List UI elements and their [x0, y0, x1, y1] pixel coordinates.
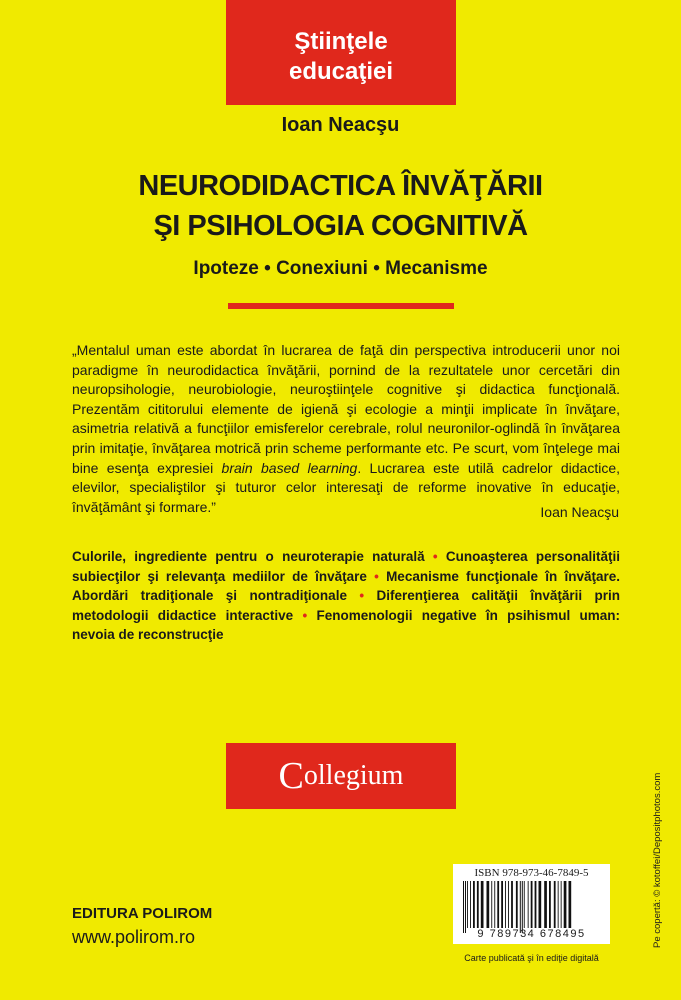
barcode-bar [561, 881, 562, 928]
barcode-bar [511, 881, 513, 928]
blurb-part-1: „Mentalul uman este abordat în lucrarea de faţă din perspectiva introducerii unor noi paradigme în neurodidactica învăţării, pornind de la rezultatele unor cercetări din neuropsihologie, neurobiologie, neuroştiinţele cognitive şi didactica funcţională. Prezentăm cititorului elemente de igienă şi ecologie a minţii implicate în învăţare, asimetria relativă a funcţiilor emisferelor cerebrale, rolul neuronilor-oglindă în învăţarea prin imitaţie, învăţarea motrică prin scheme performante etc. Pe scurt, vom înţelege mai bine esenţa expresiei [72, 342, 620, 476]
topic-item: Culorile, ingrediente pentru o neuroterapie naturală [72, 549, 425, 564]
barcode-bar [531, 881, 533, 928]
topic-item: Mecanisme funcţionale în învăţare. Abordări tradiţionale şi nontradiţionale [72, 568, 620, 603]
barcode-bar [539, 881, 542, 928]
series-line-2: educaţiei [288, 57, 394, 85]
barcode-bar [520, 881, 521, 933]
barcode-bar [463, 881, 464, 933]
barcode-bar [481, 881, 484, 928]
barcode-bar [465, 881, 466, 933]
barcode-bar [528, 881, 529, 928]
divider-line [228, 303, 454, 309]
blurb-part-2: . Lucrarea este utilă cadrelor didactice, elevilor, specialiştilor şi tuturor celor interesaţi de reforme inovative în educaţie, învăţământ şi formare.” [72, 459, 620, 515]
topic-bullet: • [432, 549, 438, 564]
book-subtitle: Ipoteze • Conexiuni • Mecanisme [193, 258, 488, 279]
barcode-bar [524, 881, 525, 928]
barcode-bar [569, 881, 572, 928]
blurb-emphasis: brain based learning [221, 459, 358, 476]
barcode-bar [494, 881, 495, 928]
barcode-bar [497, 881, 499, 928]
barcode-bar [501, 881, 503, 928]
title-line-2: ŞI PSIHOLOGIA COGNITIVĂ [153, 210, 528, 242]
barcode-bar [549, 881, 551, 928]
title-line-1: NEURODIDACTICA ÎNVĂŢĂRII [138, 170, 543, 202]
imprint-logo-rest: ollegium [303, 760, 404, 791]
book-title [0, 166, 681, 246]
topic-bullet: • [359, 588, 365, 603]
barcode-bar [487, 881, 490, 928]
author-name: Ioan Neacşu [281, 114, 400, 136]
blurb-signature: Ioan Neacşu [540, 504, 619, 520]
barcode-bar [558, 881, 559, 928]
blurb-text [72, 341, 620, 517]
topic-bullet: • [302, 607, 308, 623]
publisher-name: EDITURA POLIROM [72, 905, 213, 922]
barcode-bar [516, 881, 518, 928]
isbn-text: ISBN 978-973-46-7849-5 [474, 867, 589, 879]
barcode-bar [544, 881, 547, 928]
barcode-bar [491, 881, 492, 928]
topics-list [72, 547, 620, 645]
cover-photo-credit: Pe copertă: © kotoffei/Depositphotos.com [652, 772, 663, 948]
digital-edition-note: Carte publicată şi în ediţie digitală [464, 953, 599, 963]
barcode-bar [535, 881, 537, 928]
publisher-website: www.polirom.ro [72, 927, 196, 947]
barcode-bar [470, 881, 471, 928]
barcode-bar [508, 881, 509, 928]
series-label [226, 0, 456, 105]
imprint-logo [226, 743, 456, 809]
barcode-bar [505, 881, 506, 928]
barcode-bar [477, 881, 479, 928]
imprint-logo-cap: C [278, 755, 304, 797]
barcode-bar [522, 881, 523, 933]
series-line-1: Ştiinţele [294, 27, 388, 55]
barcode-bar [564, 881, 567, 928]
topic-item: Fenomenologii negative în psihismul uman: nevoia de reconstrucţie [72, 607, 620, 642]
topic-item: Diferenţierea calităţii învăţării prin metodologii didactice interactive [72, 588, 620, 623]
topic-bullet: • [374, 568, 379, 584]
barcode-bar [473, 881, 475, 928]
topic-item: Cunoaşterea personalităţii subiecţilor şi relevanţa mediilor de învăţare [72, 549, 620, 584]
barcode-panel [453, 864, 610, 944]
barcode-bar [467, 881, 468, 928]
barcode-bar [554, 881, 556, 928]
barcode-digits: 9 789734 678495 [477, 928, 586, 940]
